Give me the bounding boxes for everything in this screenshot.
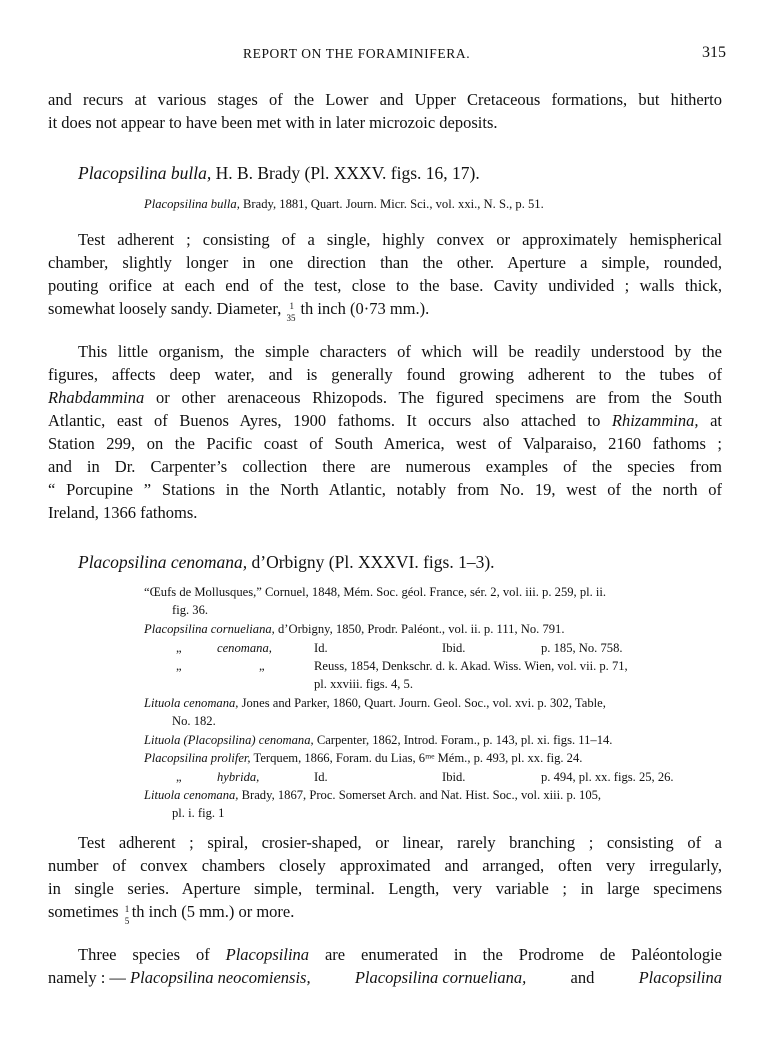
text-line: it does not appear to have been met with in later microzoic deposits. bbox=[48, 113, 498, 132]
species-name: Placopsilina cornueliana, bbox=[354, 968, 527, 987]
synonymy-entry-cont: pl. xxviii. figs. 4, 5. bbox=[314, 677, 414, 691]
genus-name: Rhabdammina bbox=[48, 388, 145, 407]
text-fragment: are enumerated in the Prodrome de Paléontologie bbox=[309, 945, 722, 964]
text-line: Test adherent ; spiral, crosier-shaped, or linear, rarely branching ; consisting of a bbox=[78, 833, 722, 852]
text-fragment: th inch (0·73 mm.). bbox=[300, 299, 430, 318]
ditto-mark: „ bbox=[176, 659, 182, 673]
synonym-name bbox=[217, 770, 259, 785]
synonym-citation: d’Orbigny, 1850, Prodr. Paléont., vol. ii. p. 111, No. 791. bbox=[277, 622, 565, 636]
text-line: Ireland, 1366 fathoms. bbox=[48, 503, 198, 522]
ditto-mark: „ bbox=[176, 770, 182, 784]
synonym-citation: Jones and Parker, 1860, Quart. Journ. Geol. Soc., vol. xvi. p. 302, Table, bbox=[241, 696, 606, 710]
synonymy-entry bbox=[144, 197, 544, 212]
text-line: in single series. Aperture simple, terminal. Length, very variable ; in large specimens bbox=[48, 879, 722, 898]
synonym-name bbox=[217, 641, 272, 656]
header-title: REPORT ON THE FORAMINIFERA. bbox=[243, 46, 471, 61]
text-fragment: and bbox=[570, 968, 595, 987]
synonym-citation: Terquem, 1866, Foram. du Lias, 6ᵐᵉ Mém., p. 493, pl. xx. fig. 24. bbox=[253, 751, 583, 765]
fraction bbox=[285, 300, 300, 323]
synonymy-entry: “Œufs de Mollusques,” Cornuel, 1848, Mém. Soc. géol. France, sér. 2, vol. iii. p. 259, pl. ii. bbox=[144, 585, 607, 599]
text-line bbox=[48, 409, 722, 432]
text-fragment: Atlantic, east of Buenos Ayres, 1900 fathoms. It occurs also attached to bbox=[48, 411, 612, 430]
synonym-name: Lituola cenomana, bbox=[144, 696, 239, 710]
text-line: Station 299, on the Pacific coast of South America, west of Valparaiso, 2160 fathoms ; bbox=[48, 434, 722, 453]
text-line bbox=[48, 386, 722, 409]
synonym-citation: Brady, 1881, Quart. Journ. Micr. Sci., vol. xxi., N. S., p. 51. bbox=[243, 197, 544, 211]
synonym-name: Placopsilina prolifer, bbox=[144, 751, 251, 765]
species-authority: d’Orbigny (Pl. XXXVI. figs. 1–3). bbox=[251, 552, 495, 572]
text-line: pouting orifice at each end of the test, close to the base. Cavity undivided ; walls thick, bbox=[48, 276, 722, 295]
ditto-id: Id. bbox=[314, 641, 328, 655]
text-line: number of convex chambers closely approximated and arranged, often very irregularly, bbox=[48, 856, 722, 875]
synonym-name-text: hybrida, bbox=[217, 770, 260, 784]
text-line bbox=[48, 943, 722, 966]
synonym-citation: p. 494, pl. xx. figs. 25, 26. bbox=[541, 770, 674, 784]
text-fragment: or other arenaceous Rhizopods. The figured specimens are from the South bbox=[144, 388, 722, 407]
text-fragment: sometimes bbox=[48, 902, 123, 921]
synonymy-entry bbox=[144, 733, 612, 748]
synonym-name: Placopsilina bbox=[187, 733, 252, 747]
synonym-citation: p. 185, No. 758. bbox=[541, 641, 623, 655]
text-line: “ Porcupine ” Stations in the North Atlantic, notably from No. 19, west of the north of bbox=[48, 480, 722, 499]
synonym-name: Lituola ( bbox=[144, 733, 188, 747]
genus-name: Placopsilina bbox=[225, 945, 310, 964]
fraction-denominator: 35 bbox=[286, 313, 296, 323]
fraction bbox=[123, 903, 132, 926]
ditto-ibid: Ibid. bbox=[442, 770, 466, 784]
synonym-citation: Brady, 1867, Proc. Somerset Arch. and Nat. Hist. Soc., vol. xiii. p. 105, bbox=[241, 788, 602, 802]
text-line bbox=[48, 966, 722, 989]
text-line: and recurs at various stages of the Lower and Upper Cretaceous formations, but hitherto bbox=[48, 90, 722, 109]
synonym-name: ) cenomana, bbox=[251, 733, 314, 747]
synonym-citation: Reuss, 1854, Denkschr. d. k. Akad. Wiss. Wien, vol. vii. p. 71, bbox=[314, 659, 628, 673]
ditto-id: Id. bbox=[314, 770, 328, 784]
synonymy-entry bbox=[144, 788, 601, 803]
ditto-mark: „ bbox=[176, 641, 182, 655]
text-fragment: somewhat loosely sandy. Diameter, bbox=[48, 299, 286, 318]
fraction-numerator: 1 bbox=[124, 904, 130, 914]
synonym-name: Placopsilina cornueliana, bbox=[144, 622, 275, 636]
text-line: chamber, slightly longer in one direction than the other. Aperture a simple, rounded, bbox=[48, 253, 722, 272]
synonym-citation: Carpenter, 1862, Introd. Foram., p. 143, pl. xi. figs. 11–14. bbox=[316, 733, 613, 747]
text-fragment bbox=[48, 966, 311, 989]
species-heading-cenomana bbox=[78, 552, 495, 573]
ditto-mark: „ bbox=[259, 659, 265, 673]
synonymy-entry bbox=[144, 696, 606, 711]
synonymy-entry-cont: pl. i. fig. 1 bbox=[172, 806, 225, 820]
fraction-denominator: 5 bbox=[124, 916, 130, 926]
species-name: Placopsilina neocomiensis, bbox=[130, 968, 311, 987]
synonymy-entry bbox=[144, 622, 564, 637]
species-heading-bulla bbox=[78, 163, 480, 184]
text-fragment: Three species of bbox=[78, 945, 226, 964]
text-line: This little organism, the simple characters of which will be readily understood by the bbox=[78, 342, 722, 361]
species-authority: H. B. Brady (Pl. XXXV. figs. 16, 17). bbox=[215, 163, 480, 183]
synonymy-entry-cont: fig. 36. bbox=[172, 603, 209, 617]
synonym-name: Placopsilina bulla, bbox=[144, 197, 240, 211]
species-name: Placopsilina cenomana, bbox=[78, 552, 248, 572]
genus-name: Rhizammina, bbox=[611, 411, 699, 430]
text-line bbox=[48, 900, 295, 926]
species-name: Placopsilina bulla, bbox=[78, 163, 212, 183]
fraction-numerator: 1 bbox=[289, 301, 294, 311]
page-number: 315 bbox=[702, 44, 726, 61]
synonym-name-text: cenomana, bbox=[217, 641, 272, 655]
synonymy-entry bbox=[144, 751, 582, 766]
text-line bbox=[48, 297, 430, 323]
genus-name: Placopsilina bbox=[638, 968, 722, 987]
text-fragment: namely : — bbox=[48, 968, 131, 987]
text-line: figures, affects deep water, and is generally found growing adherent to the tubes of bbox=[48, 365, 722, 384]
text-line: Test adherent ; consisting of a single, highly convex or approximately hemispherical bbox=[78, 230, 722, 249]
text-fragment: th inch (5 mm.) or more. bbox=[131, 902, 295, 921]
synonym-name: Lituola cenomana, bbox=[144, 788, 239, 802]
ditto-ibid: Ibid. bbox=[442, 641, 466, 655]
text-fragment: at bbox=[698, 411, 722, 430]
text-line: and in Dr. Carpenter’s collection there are numerous examples of the species from bbox=[48, 457, 722, 476]
synonymy-entry-cont: No. 182. bbox=[172, 714, 216, 728]
